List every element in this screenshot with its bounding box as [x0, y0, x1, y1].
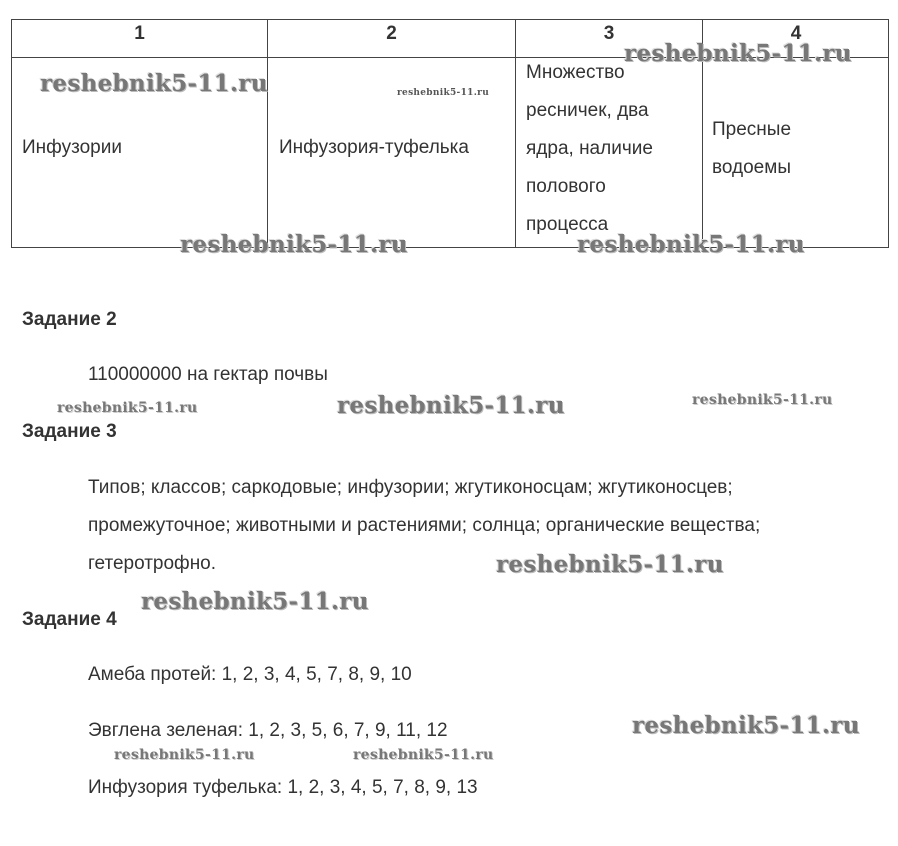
- task-2-heading: Задание 2: [22, 309, 117, 330]
- watermark: reshebnik5-11.ru: [57, 400, 198, 416]
- watermark: reshebnik5-11.ru: [397, 88, 490, 98]
- table-header-3: 3: [603, 23, 615, 44]
- watermark: reshebnik5-11.ru: [692, 392, 833, 408]
- task-3-heading: Задание 3: [22, 421, 117, 442]
- features-line: ядра, наличие: [526, 138, 653, 159]
- task-4-text: Эвглена зеленая: 1, 2, 3, 5, 6, 7, 9, 11, 12: [88, 720, 448, 741]
- table-header-2: 2: [386, 23, 397, 44]
- task-2-text: 110000000 на гектар почвы: [88, 364, 328, 385]
- task-4-heading: Задание 4: [22, 609, 117, 630]
- watermark: reshebnik5-11.ru: [577, 231, 805, 258]
- table-header-4: 4: [790, 23, 802, 44]
- task-2-answer: [88, 356, 328, 394]
- task-4-item-paramecium: [88, 769, 478, 807]
- watermark: reshebnik5-11.ru: [337, 392, 565, 419]
- table-cell-features: [526, 54, 653, 244]
- watermark: reshebnik5-11.ru: [40, 70, 268, 97]
- table-cell-organism: Инфузория-туфелька: [279, 137, 469, 158]
- task-4-item-amoeba: [88, 656, 412, 694]
- watermark: reshebnik5-11.ru: [353, 747, 494, 763]
- task-3-line: Типов; классов; саркодовые; инфузории; жгутиконосцам; жгутиконосцев;: [88, 477, 733, 498]
- watermark: reshebnik5-11.ru: [180, 231, 408, 258]
- watermark: reshebnik5-11.ru: [624, 40, 852, 67]
- watermark: reshebnik5-11.ru: [114, 747, 255, 763]
- features-line: ресничек, два: [526, 100, 649, 121]
- table-header-1: 1: [134, 23, 145, 44]
- task-3-line: гетеротрофно.: [88, 553, 217, 574]
- features-line: полового: [526, 176, 606, 197]
- task-3-line: промежуточное; животными и растениями; солнца; органические вещества;: [88, 515, 761, 536]
- features-line: процесса: [526, 214, 609, 235]
- watermark: reshebnik5-11.ru: [496, 551, 724, 578]
- habitat-line: Пресные: [712, 119, 792, 140]
- features-line: Множество: [526, 62, 625, 83]
- habitat-line: водоемы: [712, 157, 791, 178]
- task-4-item-euglena: [88, 712, 448, 750]
- task-4-text: Амеба протей: 1, 2, 3, 4, 5, 7, 8, 9, 10: [88, 664, 412, 685]
- table-cell-organism-group: Инфузории: [22, 137, 122, 158]
- watermark: reshebnik5-11.ru: [141, 588, 369, 615]
- watermark: reshebnik5-11.ru: [632, 712, 860, 739]
- task-4-text: Инфузория туфелька: 1, 2, 3, 4, 5, 7, 8, 9, 13: [88, 777, 478, 798]
- table-cell-habitat: [712, 111, 791, 187]
